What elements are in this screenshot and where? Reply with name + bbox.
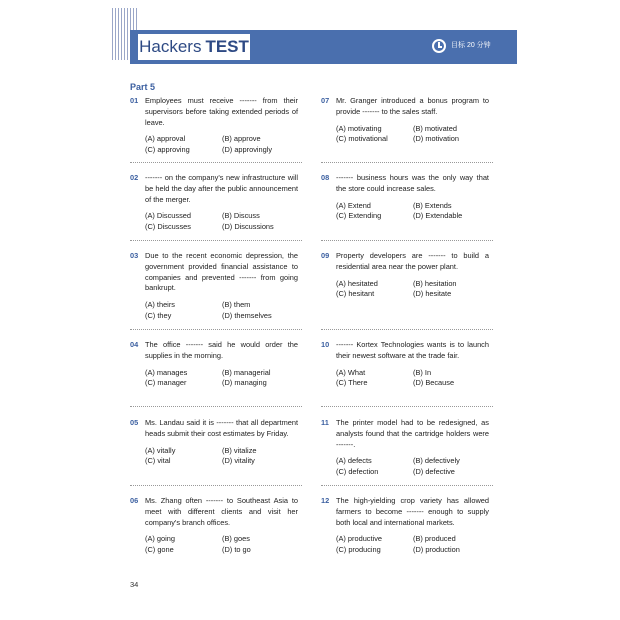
- question-divider: [321, 485, 493, 486]
- question-divider: [130, 240, 302, 241]
- option-c: (C) gone: [145, 545, 174, 555]
- option-b: (B) goes: [222, 534, 250, 544]
- option-b: (B) defectively: [413, 456, 460, 466]
- question-stem: The office ------- said he would order the supplies in the morning.: [145, 340, 298, 360]
- option-b: (B) produced: [413, 534, 456, 544]
- question-stem: ------- business hours was the only way that the store could increase sales.: [336, 173, 489, 193]
- part-label: Part 5: [130, 82, 156, 92]
- question-number: 05: [130, 418, 139, 427]
- option-a: (A) What: [336, 367, 366, 377]
- option-a: (A) theirs: [145, 300, 175, 310]
- question-05: [130, 418, 298, 467]
- answer-options: [336, 456, 489, 478]
- option-c: (C) vital: [145, 456, 171, 466]
- question-stem: ------- Kortex Technologies wants is to launch their newest software at the trade fair.: [336, 340, 489, 360]
- question-number: 02: [130, 173, 139, 182]
- answer-options: [145, 368, 298, 390]
- option-a: (A) manages: [145, 367, 188, 377]
- option-b: (B) hesitation: [413, 278, 457, 288]
- question-number: 12: [321, 496, 330, 505]
- answer-options: [145, 446, 298, 468]
- question-number: 07: [321, 96, 330, 105]
- question-stem: The high-yielding crop variety has allowed farmers to become ------- enough to supply both local and international markets.: [336, 496, 489, 527]
- option-c: (C) motivational: [336, 134, 388, 144]
- question-number: 08: [321, 173, 330, 182]
- question-04: [130, 340, 298, 389]
- title-prefix: Hackers: [139, 37, 202, 56]
- option-b: (B) them: [222, 300, 251, 310]
- answer-options: [145, 534, 298, 556]
- option-b: (B) approve: [222, 134, 261, 144]
- option-b: (B) managerial: [222, 367, 271, 377]
- question-stem: Mr. Granger introduced a bonus program to provide ------- to the sales staff.: [336, 96, 489, 116]
- question-stem: Ms. Zhang often ------- to Southeast Asia to meet with different clients and visit her company's branch offices.: [145, 496, 298, 527]
- question-stem: Employees must receive ------- from their supervisors before taking extended periods of leave.: [145, 96, 298, 127]
- answer-options: [336, 124, 489, 146]
- question-stem: Due to the recent economic depression, the government provided financial assistance to companies and prevented ------- from going bankrupt.: [145, 251, 298, 293]
- page-title: [138, 34, 250, 60]
- answer-options: [336, 368, 489, 390]
- question-number: 03: [130, 251, 139, 260]
- question-11: [321, 418, 489, 478]
- option-b: (B) In: [413, 367, 432, 377]
- question-number: 11: [321, 418, 329, 427]
- question-divider: [321, 162, 493, 163]
- option-c: (C) they: [145, 310, 172, 320]
- option-d: (D) motivation: [413, 134, 459, 144]
- question-07: [321, 96, 489, 145]
- clock-icon: [432, 39, 446, 53]
- option-a: (A) Discussed: [145, 211, 191, 221]
- option-a: (A) vitally: [145, 445, 176, 455]
- question-divider: [130, 485, 302, 486]
- page-number: 34: [130, 580, 139, 589]
- option-a: (A) going: [145, 534, 175, 544]
- question-number: 04: [130, 340, 139, 349]
- question-09: [321, 251, 489, 300]
- question-divider: [130, 329, 302, 330]
- option-b: (B) motivated: [413, 123, 457, 133]
- option-c: (C) defection: [336, 467, 379, 477]
- option-a: (A) Extend: [336, 200, 371, 210]
- option-a: (A) defects: [336, 456, 372, 466]
- option-c: (C) producing: [336, 545, 381, 555]
- option-a: (A) hesitated: [336, 278, 378, 288]
- option-c: (C) Discusses: [145, 222, 191, 232]
- question-divider: [321, 240, 493, 241]
- answer-options: [145, 211, 298, 233]
- option-a: (A) motivating: [336, 123, 382, 133]
- question-stem: Ms. Landau said it is ------- that all department heads submit their cost estimates by Friday.: [145, 418, 298, 438]
- option-d: (D) Because: [413, 378, 455, 388]
- option-d: (D) Extendable: [413, 211, 463, 221]
- question-divider: [130, 406, 302, 407]
- option-d: (D) managing: [222, 378, 267, 388]
- option-b: (B) Discuss: [222, 211, 260, 221]
- option-c: (C) approving: [145, 145, 190, 155]
- question-number: 10: [321, 340, 330, 349]
- question-01: [130, 96, 298, 156]
- question-number: 09: [321, 251, 330, 260]
- question-02: [130, 173, 298, 233]
- question-divider: [321, 329, 493, 330]
- question-stem: ------- on the company's new infrastructure will be held the day after the public announcement of the merger.: [145, 173, 298, 204]
- question-stem: Property developers are ------- to build a residential area near the power plant.: [336, 251, 489, 271]
- option-c: (C) Extending: [336, 211, 382, 221]
- time-limit: 目标 20 分钟: [451, 42, 491, 49]
- option-d: (D) approvingly: [222, 145, 273, 155]
- question-stem: The printer model had to be redesigned, as analysts found that the cartridge holders were -------.: [336, 418, 489, 449]
- option-d: (D) defective: [413, 467, 455, 477]
- option-d: (D) Discussions: [222, 222, 274, 232]
- question-divider: [130, 162, 302, 163]
- option-c: (C) hesitant: [336, 289, 375, 299]
- option-a: (A) productive: [336, 534, 383, 544]
- title-bold: TEST: [205, 37, 249, 56]
- answer-options: [145, 134, 298, 156]
- option-d: (D) hesitate: [413, 289, 452, 299]
- answer-options: [336, 201, 489, 223]
- option-d: (D) vitality: [222, 456, 255, 466]
- question-number: 06: [130, 496, 139, 505]
- question-12: [321, 496, 489, 556]
- question-08: [321, 173, 489, 222]
- question-06: [130, 496, 298, 556]
- answer-options: [336, 534, 489, 556]
- option-d: (D) themselves: [222, 310, 272, 320]
- option-d: (D) production: [413, 545, 460, 555]
- question-number: 01: [130, 96, 139, 105]
- answer-options: [145, 300, 298, 322]
- option-c: (C) There: [336, 378, 368, 388]
- option-c: (C) manager: [145, 378, 187, 388]
- answer-options: [336, 279, 489, 301]
- question-divider: [321, 406, 493, 407]
- option-b: (B) vitalize: [222, 445, 257, 455]
- question-03: [130, 251, 298, 322]
- option-d: (D) to go: [222, 545, 251, 555]
- option-b: (B) Extends: [413, 200, 452, 210]
- option-a: (A) approval: [145, 134, 186, 144]
- question-10: [321, 340, 489, 389]
